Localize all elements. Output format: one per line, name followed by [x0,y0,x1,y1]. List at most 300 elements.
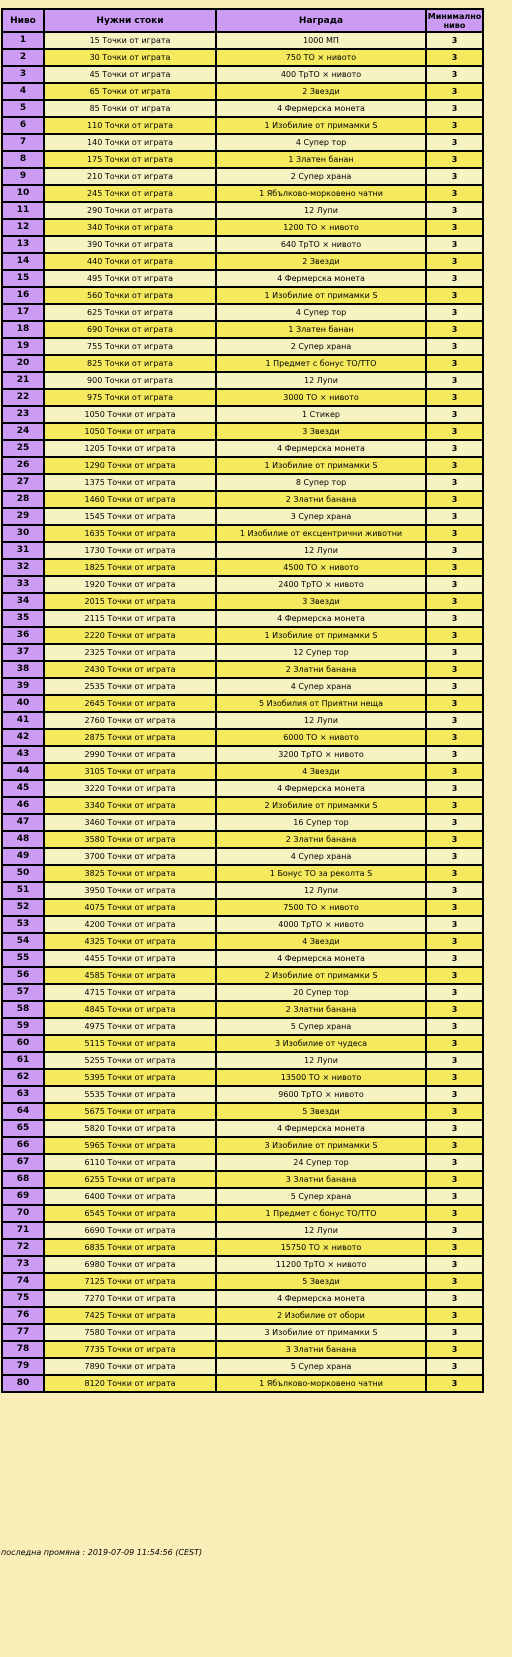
cell-goods: 7735 Точки от играта [44,1341,216,1358]
header-level: Ниво [2,9,44,32]
cell-goods: 5675 Точки от играта [44,1103,216,1120]
table-row [2,627,483,644]
cell-reward: 4 Звезди [216,763,426,780]
cell-level: 74 [2,1273,44,1290]
cell-min-level: 3 [426,746,483,763]
cell-reward: 1 Изобилие от примамки S [216,117,426,134]
cell-min-level: 3 [426,1052,483,1069]
cell-min-level: 3 [426,372,483,389]
cell-goods: 7890 Точки от играта [44,1358,216,1375]
cell-reward: 5 Супер храна [216,1018,426,1035]
cell-min-level: 3 [426,1171,483,1188]
table-row [2,1239,483,1256]
cell-reward: 1 Предмет с бонус ТО/ТТО [216,355,426,372]
cell-level: 30 [2,525,44,542]
cell-level: 37 [2,644,44,661]
table-row [2,916,483,933]
cell-reward: 3 Изобилие от чудеса [216,1035,426,1052]
cell-level: 45 [2,780,44,797]
cell-level: 43 [2,746,44,763]
cell-min-level: 3 [426,474,483,491]
cell-level: 33 [2,576,44,593]
cell-reward: 3 Изобилие от примамки S [216,1324,426,1341]
cell-reward: 4 Супер храна [216,848,426,865]
cell-min-level: 3 [426,712,483,729]
cell-level: 62 [2,1069,44,1086]
cell-goods: 6835 Точки от играта [44,1239,216,1256]
cell-min-level: 3 [426,49,483,66]
cell-level: 69 [2,1188,44,1205]
table-row [2,355,483,372]
cell-reward: 6000 ТО × нивото [216,729,426,746]
table-row [2,423,483,440]
cell-reward: 12 Лупи [216,202,426,219]
cell-goods: 825 Точки от играта [44,355,216,372]
cell-reward: 2 Златни банана [216,831,426,848]
table-row [2,1222,483,1239]
table-row [2,661,483,678]
cell-min-level: 3 [426,882,483,899]
cell-reward: 5 Изобилия от Приятни неща [216,695,426,712]
table-row [2,1069,483,1086]
cell-level: 3 [2,66,44,83]
cell-level: 80 [2,1375,44,1392]
header-min-level: Минимално ниво [426,9,483,32]
cell-level: 20 [2,355,44,372]
cell-min-level: 3 [426,610,483,627]
cell-level: 48 [2,831,44,848]
cell-goods: 175 Точки от играта [44,151,216,168]
cell-min-level: 3 [426,593,483,610]
cell-reward: 12 Лупи [216,882,426,899]
cell-min-level: 3 [426,66,483,83]
cell-level: 15 [2,270,44,287]
cell-goods: 3950 Точки от играта [44,882,216,899]
cell-goods: 6400 Точки от играта [44,1188,216,1205]
cell-min-level: 3 [426,202,483,219]
cell-min-level: 3 [426,1290,483,1307]
cell-reward: 1 Изобилие от примамки S [216,287,426,304]
table-row [2,508,483,525]
cell-min-level: 3 [426,729,483,746]
cell-min-level: 3 [426,1358,483,1375]
cell-min-level: 3 [426,831,483,848]
table-row [2,1188,483,1205]
cell-level: 56 [2,967,44,984]
cell-level: 12 [2,219,44,236]
cell-min-level: 3 [426,1018,483,1035]
cell-level: 72 [2,1239,44,1256]
cell-reward: 2 Златни банана [216,491,426,508]
table-row [2,270,483,287]
cell-level: 46 [2,797,44,814]
cell-goods: 4975 Точки от играта [44,1018,216,1035]
cell-reward: 5 Супер храна [216,1188,426,1205]
cell-goods: 110 Точки от играта [44,117,216,134]
cell-reward: 4 Фермерска монета [216,950,426,967]
cell-level: 18 [2,321,44,338]
cell-reward: 1000 МП [216,32,426,49]
cell-reward: 2 Златни банана [216,661,426,678]
table-row [2,576,483,593]
cell-min-level: 3 [426,338,483,355]
cell-min-level: 3 [426,253,483,270]
cell-level: 75 [2,1290,44,1307]
cell-reward: 3 Златни банана [216,1341,426,1358]
cell-goods: 440 Точки от играта [44,253,216,270]
table-row [2,933,483,950]
cell-min-level: 3 [426,678,483,695]
cell-reward: 3 Супер храна [216,508,426,525]
cell-level: 52 [2,899,44,916]
cell-reward: 1200 ТО × нивото [216,219,426,236]
table-row [2,372,483,389]
cell-level: 68 [2,1171,44,1188]
cell-reward: 1 Стикер [216,406,426,423]
cell-level: 50 [2,865,44,882]
cell-goods: 7580 Точки от играта [44,1324,216,1341]
cell-reward: 4500 ТО × нивото [216,559,426,576]
cell-reward: 1 Златен банан [216,321,426,338]
cell-goods: 1050 Точки от играта [44,406,216,423]
table-row [2,338,483,355]
cell-goods: 2760 Точки от играта [44,712,216,729]
table-row [2,1375,483,1392]
cell-goods: 3580 Точки от играта [44,831,216,848]
cell-level: 61 [2,1052,44,1069]
cell-level: 42 [2,729,44,746]
cell-goods: 5115 Точки от играта [44,1035,216,1052]
table-row [2,66,483,83]
table-row [2,134,483,151]
cell-level: 2 [2,49,44,66]
cell-reward: 4 Фермерска монета [216,780,426,797]
table-row [2,253,483,270]
cell-min-level: 3 [426,355,483,372]
cell-reward: 5 Супер храна [216,1358,426,1375]
cell-min-level: 3 [426,440,483,457]
cell-min-level: 3 [426,1273,483,1290]
cell-reward: 1 Изобилие от примамки S [216,457,426,474]
cell-level: 73 [2,1256,44,1273]
table-row [2,712,483,729]
table-row [2,1171,483,1188]
cell-level: 66 [2,1137,44,1154]
cell-goods: 1920 Точки от играта [44,576,216,593]
cell-reward: 12 Лупи [216,1222,426,1239]
cell-reward: 9600 ТрТО × нивото [216,1086,426,1103]
table-row [2,695,483,712]
cell-level: 77 [2,1324,44,1341]
table-row [2,746,483,763]
cell-goods: 2990 Точки от играта [44,746,216,763]
cell-reward: 1 Изобилие от примамки S [216,627,426,644]
cell-goods: 2115 Точки от играта [44,610,216,627]
cell-min-level: 3 [426,508,483,525]
table-header-row [2,9,483,32]
cell-level: 57 [2,984,44,1001]
cell-reward: 3000 ТО × нивото [216,389,426,406]
cell-level: 25 [2,440,44,457]
table-row [2,814,483,831]
cell-min-level: 3 [426,270,483,287]
cell-min-level: 3 [426,848,483,865]
cell-goods: 15 Точки от играта [44,32,216,49]
table-row [2,1120,483,1137]
cell-level: 17 [2,304,44,321]
cell-reward: 4 Супер тор [216,134,426,151]
cell-level: 11 [2,202,44,219]
table-row [2,1086,483,1103]
cell-goods: 2220 Точки от играта [44,627,216,644]
table-row [2,1205,483,1222]
cell-min-level: 3 [426,389,483,406]
cell-reward: 16 Супер тор [216,814,426,831]
table-row [2,1341,483,1358]
cell-min-level: 3 [426,1205,483,1222]
cell-min-level: 3 [426,1001,483,1018]
cell-min-level: 3 [426,1222,483,1239]
cell-goods: 5820 Точки от играта [44,1120,216,1137]
cell-min-level: 3 [426,967,483,984]
cell-level: 5 [2,100,44,117]
cell-reward: 7500 ТО × нивото [216,899,426,916]
cell-min-level: 3 [426,83,483,100]
cell-reward: 12 Лупи [216,372,426,389]
cell-level: 49 [2,848,44,865]
cell-reward: 24 Супер тор [216,1154,426,1171]
table-row [2,559,483,576]
cell-min-level: 3 [426,1035,483,1052]
cell-min-level: 3 [426,406,483,423]
cell-level: 14 [2,253,44,270]
cell-reward: 2 Супер храна [216,338,426,355]
cell-level: 76 [2,1307,44,1324]
cell-min-level: 3 [426,559,483,576]
table-row [2,1256,483,1273]
cell-level: 8 [2,151,44,168]
cell-level: 22 [2,389,44,406]
cell-goods: 560 Точки от играта [44,287,216,304]
table-row [2,1307,483,1324]
cell-min-level: 3 [426,1137,483,1154]
table-row [2,32,483,49]
table-row [2,151,483,168]
cell-goods: 1545 Точки от играта [44,508,216,525]
cell-goods: 2325 Точки от играта [44,644,216,661]
table-row [2,1290,483,1307]
cell-reward: 1 Предмет с бонус ТО/ТТО [216,1205,426,1222]
cell-reward: 15750 ТО × нивото [216,1239,426,1256]
cell-goods: 1375 Точки от играта [44,474,216,491]
cell-reward: 2 Изобилие от обори [216,1307,426,1324]
cell-level: 58 [2,1001,44,1018]
cell-goods: 1635 Точки от играта [44,525,216,542]
cell-min-level: 3 [426,1188,483,1205]
cell-reward: 1 Ябълково-морковено чатни [216,1375,426,1392]
table-row [2,1154,483,1171]
header-reward: Награда [216,9,426,32]
cell-goods: 390 Точки от играта [44,236,216,253]
table-row [2,1103,483,1120]
cell-min-level: 3 [426,100,483,117]
cell-level: 64 [2,1103,44,1120]
table-row [2,100,483,117]
cell-level: 60 [2,1035,44,1052]
cell-min-level: 3 [426,542,483,559]
cell-reward: 400 ТрТО × нивото [216,66,426,83]
cell-level: 27 [2,474,44,491]
cell-level: 54 [2,933,44,950]
cell-level: 70 [2,1205,44,1222]
cell-reward: 2 Златни банана [216,1001,426,1018]
cell-goods: 690 Точки от играта [44,321,216,338]
cell-min-level: 3 [426,185,483,202]
table-row [2,610,483,627]
cell-goods: 5395 Точки от играта [44,1069,216,1086]
cell-min-level: 3 [426,899,483,916]
cell-level: 59 [2,1018,44,1035]
cell-min-level: 3 [426,491,483,508]
cell-reward: 2 Звезди [216,83,426,100]
table-row [2,1324,483,1341]
cell-reward: 4 Супер храна [216,678,426,695]
cell-goods: 1050 Точки от играта [44,423,216,440]
cell-reward: 750 ТО × нивото [216,49,426,66]
cell-goods: 900 Точки от играта [44,372,216,389]
table-row [2,474,483,491]
cell-min-level: 3 [426,1307,483,1324]
last-modified-footer: последна промяна : 2019-07-09 11:54:56 (CEST) [1,1548,203,1557]
cell-reward: 11200 ТрТО × нивото [216,1256,426,1273]
cell-goods: 2430 Точки от играта [44,661,216,678]
cell-level: 47 [2,814,44,831]
cell-goods: 7425 Точки от играта [44,1307,216,1324]
cell-level: 24 [2,423,44,440]
cell-min-level: 3 [426,304,483,321]
cell-goods: 755 Точки от играта [44,338,216,355]
table-row [2,236,483,253]
cell-level: 71 [2,1222,44,1239]
table-row [2,491,483,508]
cell-goods: 2015 Точки от играта [44,593,216,610]
cell-level: 35 [2,610,44,627]
cell-goods: 85 Точки от играта [44,100,216,117]
cell-reward: 12 Лупи [216,1052,426,1069]
table-row [2,406,483,423]
cell-level: 41 [2,712,44,729]
cell-goods: 6545 Точки от играта [44,1205,216,1222]
cell-min-level: 3 [426,865,483,882]
header-goods: Нужни стоки [44,9,216,32]
cell-min-level: 3 [426,1086,483,1103]
cell-level: 26 [2,457,44,474]
table-row [2,763,483,780]
cell-goods: 1730 Точки от играта [44,542,216,559]
table-row [2,304,483,321]
cell-min-level: 3 [426,1120,483,1137]
table-row [2,797,483,814]
cell-reward: 2 Изобилие от примамки S [216,967,426,984]
cell-goods: 4455 Точки от играта [44,950,216,967]
cell-goods: 140 Точки от играта [44,134,216,151]
table-row [2,202,483,219]
cell-goods: 1205 Точки от играта [44,440,216,457]
table-row [2,49,483,66]
cell-min-level: 3 [426,1069,483,1086]
cell-goods: 975 Точки от играта [44,389,216,406]
table-row [2,899,483,916]
cell-reward: 5 Звезди [216,1273,426,1290]
cell-min-level: 3 [426,1239,483,1256]
cell-reward: 4 Фермерска монета [216,610,426,627]
cell-level: 36 [2,627,44,644]
table-row [2,542,483,559]
cell-min-level: 3 [426,916,483,933]
cell-level: 44 [2,763,44,780]
cell-min-level: 3 [426,661,483,678]
cell-min-level: 3 [426,151,483,168]
cell-reward: 2 Изобилие от примамки S [216,797,426,814]
cell-min-level: 3 [426,321,483,338]
cell-min-level: 3 [426,525,483,542]
cell-goods: 6255 Точки от играта [44,1171,216,1188]
table-row [2,389,483,406]
cell-level: 4 [2,83,44,100]
cell-min-level: 3 [426,695,483,712]
cell-goods: 3700 Точки от играта [44,848,216,865]
cell-reward: 4000 ТрТО × нивото [216,916,426,933]
cell-min-level: 3 [426,933,483,950]
table-row [2,287,483,304]
cell-level: 78 [2,1341,44,1358]
table-row [2,1273,483,1290]
cell-min-level: 3 [426,1341,483,1358]
table-row [2,984,483,1001]
cell-min-level: 3 [426,1103,483,1120]
cell-reward: 4 Супер тор [216,304,426,321]
cell-goods: 5535 Точки от играта [44,1086,216,1103]
cell-goods: 340 Точки от играта [44,219,216,236]
cell-goods: 2535 Точки от играта [44,678,216,695]
table-body [2,32,483,1392]
cell-level: 34 [2,593,44,610]
cell-goods: 6980 Точки от играта [44,1256,216,1273]
cell-min-level: 3 [426,950,483,967]
cell-min-level: 3 [426,423,483,440]
cell-goods: 245 Точки от играта [44,185,216,202]
cell-goods: 8120 Точки от играта [44,1375,216,1392]
cell-reward: 12 Супер тор [216,644,426,661]
cell-min-level: 3 [426,457,483,474]
cell-reward: 2 Звезди [216,253,426,270]
table-row [2,729,483,746]
table-row [2,678,483,695]
cell-level: 32 [2,559,44,576]
cell-reward: 1 Изобилие от ексцентрични животни [216,525,426,542]
cell-level: 29 [2,508,44,525]
cell-goods: 4845 Точки от играта [44,1001,216,1018]
table-row [2,865,483,882]
cell-goods: 3105 Точки от играта [44,763,216,780]
cell-min-level: 3 [426,576,483,593]
cell-level: 65 [2,1120,44,1137]
cell-min-level: 3 [426,236,483,253]
cell-goods: 1825 Точки от играта [44,559,216,576]
cell-goods: 495 Точки от играта [44,270,216,287]
cell-reward: 4 Фермерска монета [216,1120,426,1137]
cell-goods: 4585 Точки от играта [44,967,216,984]
